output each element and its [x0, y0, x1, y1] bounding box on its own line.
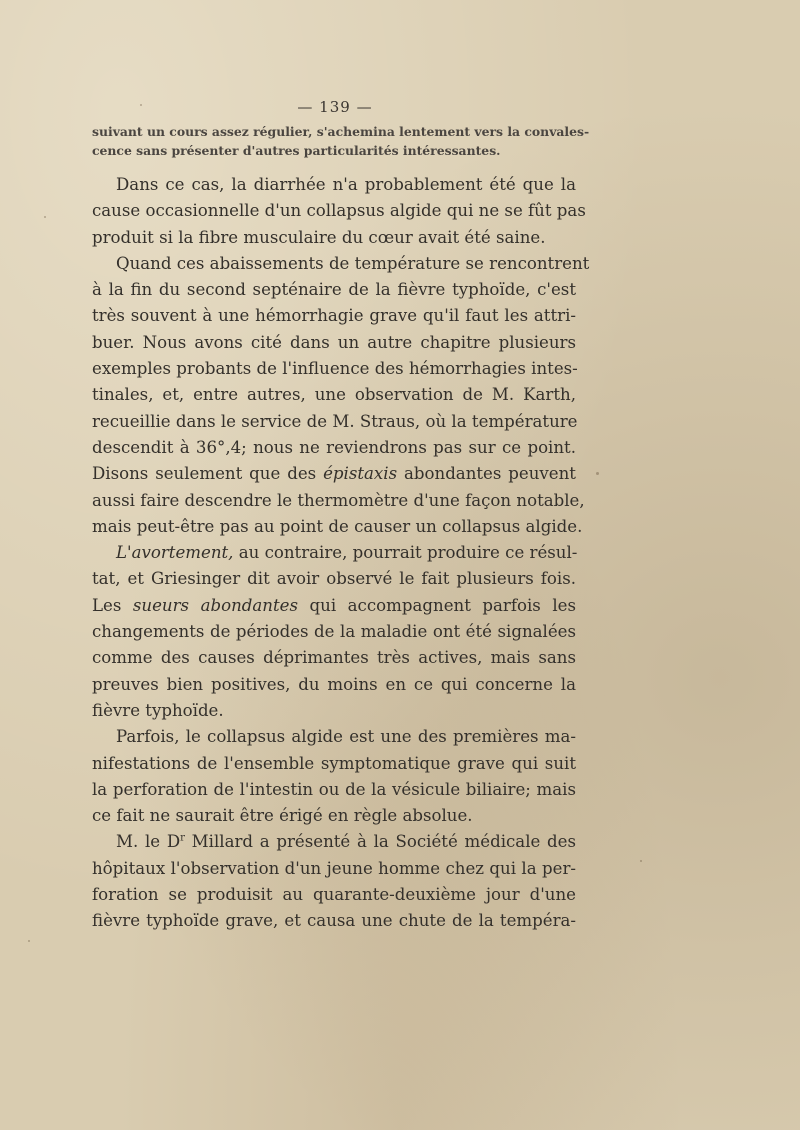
text-line: foration se produisit au quarante-deuxième jour d'une [92, 885, 576, 905]
text-line: à la fin du second septénaire de la fièvre typhoïde, c'est [92, 280, 576, 300]
text-segment: Les [92, 595, 133, 615]
text-line: cause occasionnelle d'un collapsus algide qui ne se fût pas [92, 201, 586, 221]
text-line: hôpitaux l'observation d'un jeune homme chez qui la per- [92, 858, 576, 878]
text-line: tat, et Griesinger dit avoir observé le fait plusieurs fois. [92, 569, 576, 589]
superscript: r [180, 832, 185, 844]
text-line: exemples probants de l'influence des hémorrhagies intes- [92, 359, 578, 379]
text-line: fièvre typhoïde grave, et causa une chute de la tempéra- [92, 911, 576, 931]
text-line: changements de périodes de la maladie ont été signalées [92, 622, 576, 642]
text-line [92, 461, 576, 487]
body-text [92, 172, 590, 935]
text-line [92, 593, 576, 619]
text-segment: Disons seulement que des [92, 464, 324, 484]
text-line: très souvent à une hémorrhagie grave qu'il faut les attri- [92, 306, 576, 326]
text-line: ce fait ne saurait être érigé en règle absolue. [92, 806, 473, 826]
text-segment: abondantes peuvent [397, 464, 576, 484]
text-segment: au contraire, pourrait produire ce résul- [233, 543, 578, 563]
italic-term: L'avortement, [116, 543, 234, 563]
text-segment: qui accompagnent parfois les [297, 595, 576, 615]
text-segment: Millard a présenté à la Société médicale des [184, 832, 577, 852]
paper-speck [596, 472, 599, 475]
footnote-text [92, 122, 590, 160]
text-line: aussi faire descendre le thermomètre d'une façon notable, [92, 490, 585, 510]
page-number: — 139 — [297, 98, 373, 116]
text-line: preuves bien positives, du moins en ce qui concerne la [92, 674, 576, 694]
text-line: fièvre typhoïde. [92, 700, 224, 720]
text-line: mais peut-être pas au point de causer un collapsus algide. [92, 516, 583, 536]
footnote-line: cence sans présenter d'autres particularités intéressantes. [92, 143, 501, 158]
text-line: tinales, et, entre autres, une observation de M. Karth, [92, 385, 576, 405]
text-line: comme des causes déprimantes très actives, mais sans [92, 648, 576, 668]
text-line: Parfois, le collapsus algide est une des premières ma- [116, 727, 576, 747]
text-line: nifestations de l'ensemble symptomatique grave qui suit [92, 753, 576, 773]
text-line: produit si la fibre musculaire du cœur avait été saine. [92, 227, 546, 247]
paper-speck [640, 860, 642, 862]
footnote-line: suivant un cours assez régulier, s'achemina lentement vers la convales- [92, 124, 590, 139]
text-line: recueillie dans le service de M. Straus, où la température [92, 411, 578, 431]
text-line [92, 540, 576, 566]
italic-term: sueurs abondantes [132, 595, 298, 615]
text-line: descendit à 36°,4; nous ne reviendrons pas sur ce point. [92, 437, 576, 457]
text-line: la perforation de l'intestin ou de la vésicule biliaire; mais [92, 779, 576, 799]
paper-speck [44, 216, 46, 218]
text-segment: M. le D [116, 832, 181, 852]
text-line: buer. Nous avons cité dans un autre chapitre plusieurs [92, 332, 576, 352]
paper-speck [140, 104, 142, 106]
text-line: Quand ces abaissements de température se rencontrent [116, 253, 590, 273]
text-line: Dans ce cas, la diarrhée n'a probablement été que la [116, 175, 576, 194]
paper-speck [28, 940, 30, 942]
text-line [92, 829, 576, 855]
italic-term: épistaxis [323, 464, 398, 484]
